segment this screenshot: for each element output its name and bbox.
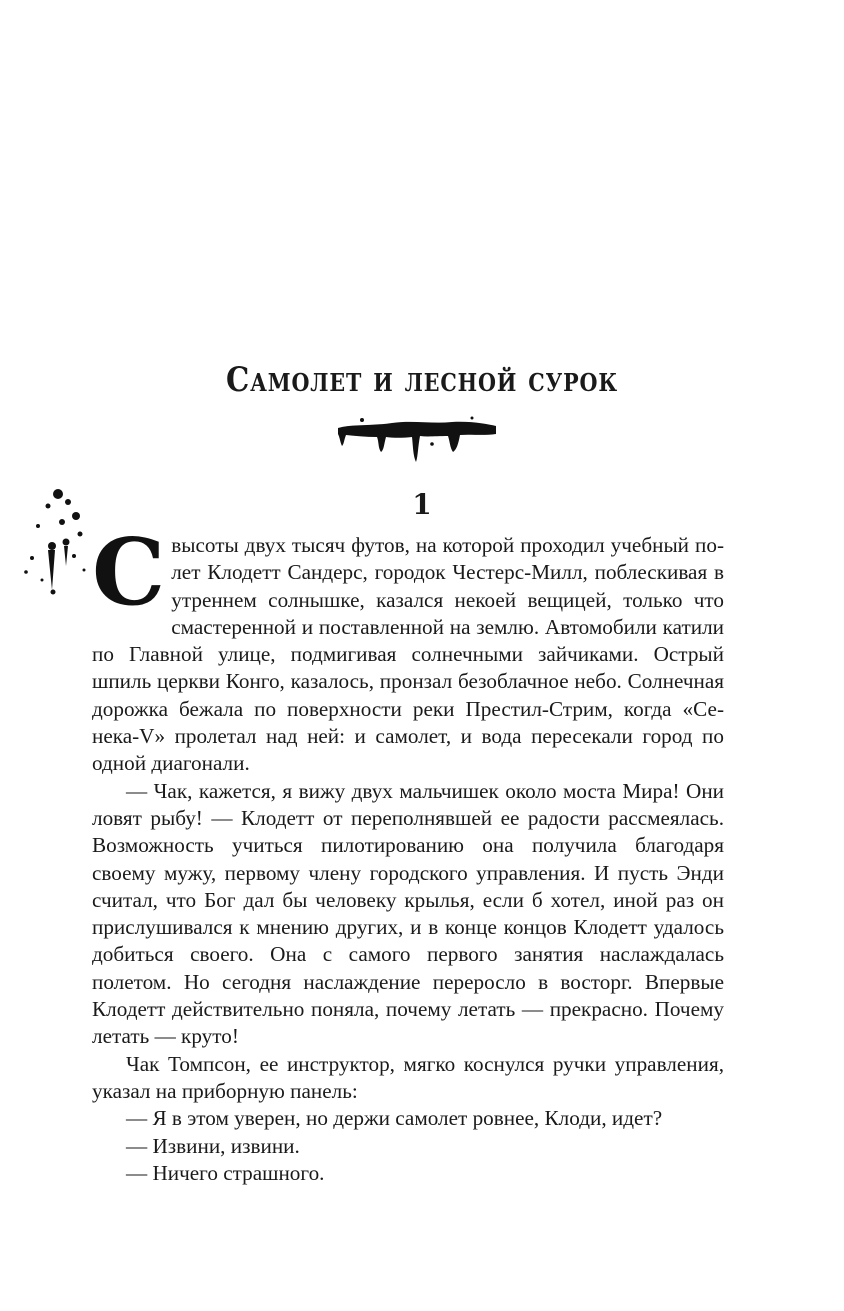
paragraph: — Чак, кажется, я вижу двух мальчишек около моста Мира! Они ловят рыбу! — Клодетт от переполнявшей ее радости рассмеялась. Возможность учиться пилотированию она получила благодаря своему мужу, первому члену городского управления. И пусть Энди считал, что Бог дал бы человеку крылья, если б хотел, иной раз он прислушивался к мнению других, и в конце концов Клодетт удалось добиться своего. Она с самого первого занятия наслаждалась полетом. Но сегодня наслаждение переросло в восторг. Впервые Клодетт действительно поняла, почему летать — прекрасно. Почему летать — круто! bbox=[92, 778, 724, 1049]
paragraph: — Ничего страшного. bbox=[126, 1160, 325, 1185]
ink-splatter-icon bbox=[18, 482, 96, 600]
section-number: 1 bbox=[412, 488, 432, 521]
chapter-title: Самолет и лесной сурок bbox=[225, 360, 619, 400]
paragraph: С высоты двух тысяч футов, на которой проходил учебный полет Клодетт Сандерс, городок Честерс-Милл, поблескивая в утреннем солнышке, казался некоей вещицей, только что смастеренной и поставленной на землю. Автомобили катили по Главной улице, подмигивая солнечными зайчиками. Острый шпиль церкви Конго, казалось, пронзал безоблачное небо. Солнечная дорожка бежала по поверхности реки Престил-Стрим, когда «Сенека-V» пролетал над ней: и самолет, и вода пересекали город по одной диагонали. bbox=[92, 518, 724, 776]
paragraph: Чак Томпсон, ее инструктор, мягко коснулся ручки управления, указал на приборную панель: bbox=[92, 1051, 724, 1103]
paragraph: — Я в этом уверен, но держи самолет ровнее, Клоди, идет? bbox=[126, 1106, 663, 1131]
dripping-bar-ornament bbox=[332, 412, 500, 466]
body-text bbox=[92, 518, 724, 1187]
paragraph: — Извини, извини. bbox=[126, 1133, 300, 1158]
dropcap: С bbox=[92, 518, 166, 626]
